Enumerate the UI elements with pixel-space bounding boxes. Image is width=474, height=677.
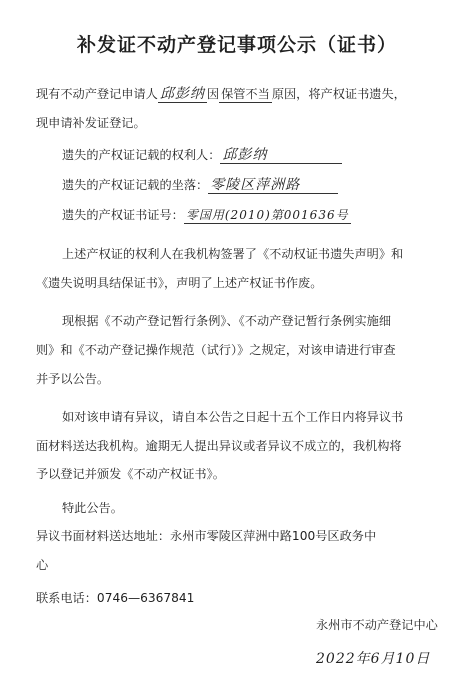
paragraph-2-line-1: 现根据《不动产登记暂行条例》、《不动产登记暂行条例实施细 xyxy=(62,314,392,328)
issuing-organization: 永州市不动产登记中心 xyxy=(316,618,438,632)
cert-no-value: 零国用(2010)第001636号 xyxy=(185,208,349,222)
cert-no-label: 遗失的产权证书证号： xyxy=(62,208,184,222)
paragraph-3-line-3: 予以登记并颁发《不动产权证书》。 xyxy=(36,467,225,481)
cause-value: 保管不当 xyxy=(221,87,270,101)
applicant-name: 邱彭纳 xyxy=(159,86,205,102)
notice-text: 特此公告。 xyxy=(62,501,123,515)
owner-label: 遗失的产权证记载的权利人： xyxy=(62,148,221,162)
cert-no-row xyxy=(62,207,351,224)
paragraph-1-line-1: 上述产权证的权利人在我机构签署了《不动权证书遗失声明》和 xyxy=(62,247,404,261)
phone-number: 联系电话：0746—6367841 xyxy=(36,591,195,605)
address-line-1: 异议书面材料送达地址：永州市零陵区萍洲中路100号区政务中 xyxy=(36,529,377,543)
paragraph-3-line-1: 如对该申请有异议，请自本公告之日起十五个工作日内将异议书 xyxy=(62,410,404,424)
intro-suffix: 原因，将产权证书遗失， xyxy=(271,87,406,101)
owner-value: 邱彭纳 xyxy=(220,147,342,164)
cause-label: 因 xyxy=(206,87,220,101)
location-label: 遗失的产权证记载的坐落： xyxy=(62,178,209,192)
intro-line-1 xyxy=(36,86,406,103)
owner-row xyxy=(62,147,342,164)
paragraph-3-line-2: 面材料送达我机构。逾期无人提出异议或者异议不成立的，我机构将 xyxy=(36,439,402,453)
intro-line-2: 现申请补发证登记。 xyxy=(36,116,146,130)
address-line-2: 心 xyxy=(36,558,49,572)
intro-prefix: 现有不动产登记申请人 xyxy=(36,87,158,101)
paragraph-2-line-2: 则》和《不动产登记操作规范（试行）》之规定，对该申请进行审查 xyxy=(36,343,396,357)
location-row xyxy=(62,177,338,194)
paragraph-1-line-2: 《遗失说明具结保证书》，声明了上述产权证书作废。 xyxy=(36,276,323,290)
location-value: 零陵区萍洲路 xyxy=(208,177,338,194)
paragraph-2-line-3: 并予以公告。 xyxy=(36,372,110,386)
page-title: 补发证不动产登记事项公示（证书） xyxy=(76,34,397,56)
issue-date: 2022年6月10日 xyxy=(316,651,431,667)
